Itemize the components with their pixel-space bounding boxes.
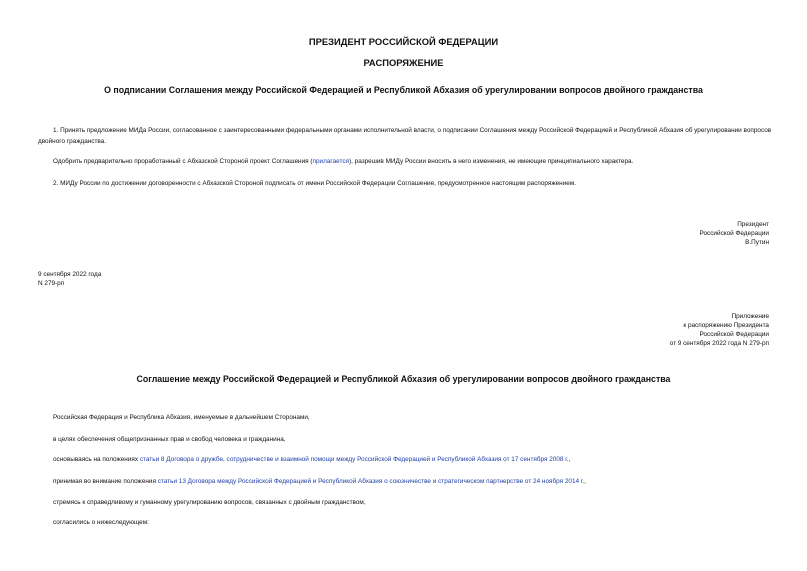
paragraph-1: 1. Принять предложение МИДа России, согласованное с заинтересованными федеральными органами исполнительной власти, о подписании Соглашения между Российской Федерацией и Республикой Абхазия об урегулировании вопросов двойного гражданства. — [38, 127, 772, 145]
agreement-line-5: стремясь к справедливому и гуманному урегулированию вопросов, связанных с двойным гражданством, — [53, 499, 366, 506]
agreement-line-3-after: , — [568, 456, 571, 463]
signature-block — [700, 220, 770, 247]
appendix-label: Приложение — [731, 313, 769, 320]
treaty-2008-link[interactable]: статьи 8 Договора о дружбе, сотрудничестве и взаимной помощи между Российской Федерацией и Республикой Абхазия от 17 сентября 2008 г. — [139, 456, 569, 463]
appendix-line-2: к распоряжению Президента — [683, 322, 769, 329]
paragraph-2-text-after: ), разрешив МИДу России вносить в него изменения, не имеющие принципиального характера. — [348, 158, 634, 165]
paragraph-2 — [38, 156, 773, 167]
agreement-line-1: Российская Федерация и Республика Абхазия, именуемые в дальнейшем Сторонами, — [53, 414, 310, 421]
paragraph-3: 2. МИДу России по достижении договоренности с Абхазской Стороной подписать от имени Российской Федерации Соглашение, предусмотренное настоящим распоряжением. — [53, 180, 576, 187]
appendix-line-4: от 9 сентября 2022 года N 279-рп — [669, 340, 769, 347]
agreement-line-3 — [53, 455, 570, 464]
agreement-line-4 — [53, 477, 586, 486]
agreement-line-3-before: основываясь на положениях — [53, 456, 140, 463]
appendix-reference — [670, 312, 769, 348]
paragraph-2-text-before: Одобрить предварительно проработанный с Абхазской Стороной проект Соглашения ( — [53, 158, 313, 165]
agreement-line-4-after: , — [584, 478, 586, 485]
treaty-2014-link[interactable]: статьи 13 Договора между Российской Федерацией и Республикой Абхазия о союзничестве и стратегическом партнерстве от 24 ноября 2014 г. — [157, 478, 585, 485]
document-title: О подписании Соглашения между Российской Федерацией и Республикой Абхазия об урегулировании вопросов двойного гражданства — [104, 85, 703, 95]
issuer-heading: ПРЕЗИДЕНТ РОССИЙСКОЙ ФЕДЕРАЦИИ — [308, 36, 499, 47]
date-block — [38, 270, 101, 288]
document-date: 9 сентября 2022 года — [38, 271, 102, 278]
appendix-line-3: Российской Федерации — [699, 331, 769, 338]
signature-country: Российской Федерации — [699, 230, 769, 237]
document-type-heading: РАСПОРЯЖЕНИЕ — [363, 57, 444, 68]
document-number: N 279-рп — [38, 280, 65, 287]
agreement-line-2: в целях обеспечения общепризнанных прав и свобод человека и гражданина, — [53, 436, 286, 443]
annex-link[interactable]: прилагается — [312, 158, 349, 165]
agreement-line-4-before: принимая во внимание положения — [53, 478, 158, 485]
signature-title: Президент — [737, 221, 769, 228]
agreement-line-6: согласились о нижеследующем: — [53, 519, 149, 526]
signature-name: В.Путин — [745, 239, 769, 246]
agreement-title: Соглашение между Российской Федерацией и Республикой Абхазия об урегулировании вопросов двойного гражданства — [136, 374, 671, 384]
